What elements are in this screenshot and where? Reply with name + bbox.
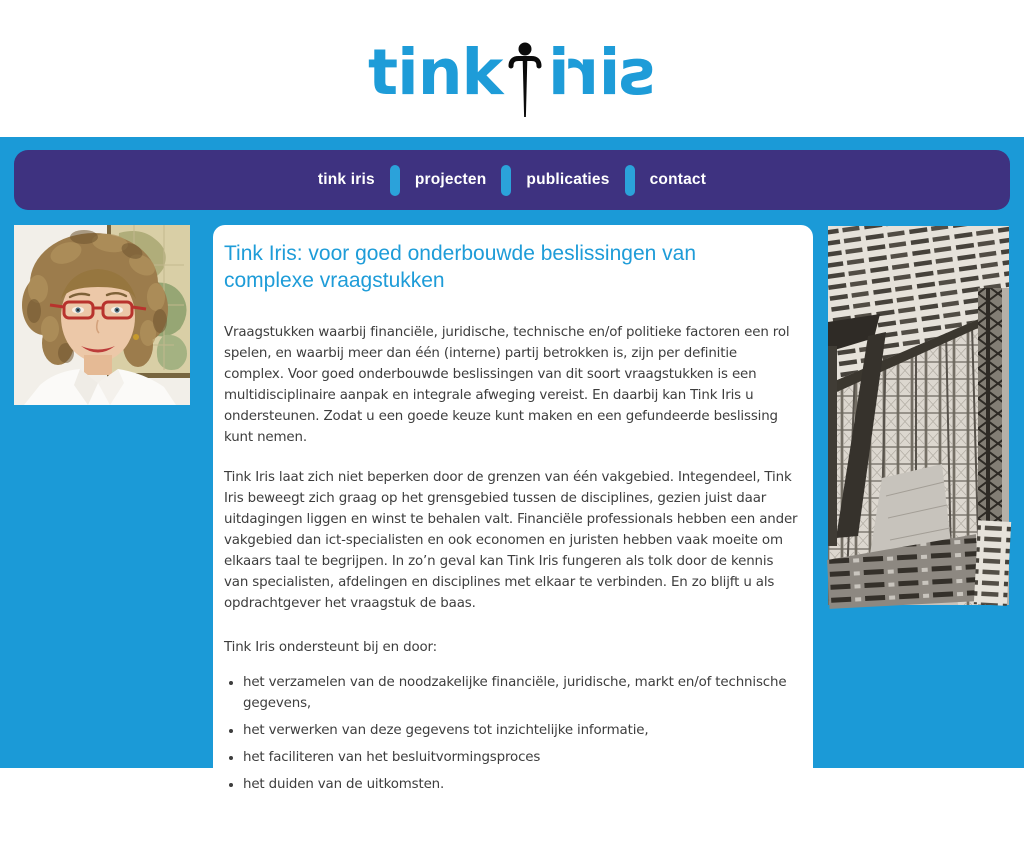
logo-letter-mirrored: r	[568, 36, 599, 109]
nav-separator	[625, 165, 635, 196]
site-header	[0, 0, 1024, 137]
list-item: • het duiden van de uitkomsten.	[243, 774, 800, 795]
list-intro: Tink Iris ondersteunt bij en door:	[224, 640, 438, 655]
support-list	[224, 672, 800, 795]
list-item: • het faciliteren van het besluitvormingsproces	[243, 747, 800, 768]
logo-text-iris	[548, 36, 656, 109]
nav-item-publicaties[interactable]: publicaties	[526, 171, 610, 188]
logo-letter: i	[548, 36, 569, 109]
architecture-atrium-photo	[828, 226, 1009, 605]
logo-letter-mirrored: s	[619, 36, 656, 109]
main-nav	[14, 150, 1010, 210]
nav-separator	[501, 165, 511, 196]
intro-paragraph: Vraagstukken waarbij financiële, juridische, technische en/of politieke factoren een rol spelen, en waarbij meer dan één (interne) partij betrokken is, zijn per definitie complex. Voor goed onderbouwde beslissingen van dit soort vraagstukken is een multidisciplinaire aanpak en integrale afweging vereist. En daarbij kan Tink Iris u ondersteunen. Zodat u een goede keuze kunt maken en een gefundeerde beslissing kunt nemen.	[224, 325, 790, 445]
list-item: • het verwerken van deze gegevens tot inzichtelijke informatie,	[243, 720, 800, 741]
logo-letter: i	[598, 36, 620, 109]
nav-item-projecten[interactable]: projecten	[414, 171, 487, 188]
nav-item-tink-iris[interactable]: tink iris	[317, 171, 375, 188]
content-card	[213, 225, 813, 845]
list-item: • het verzamelen van de noodzakelijke financiële, juridische, markt en/of technische gegevens,	[243, 672, 800, 714]
page-title: Tink Iris: voor goed onderbouwde beslissingen van complexe vraagstukken	[224, 242, 696, 292]
second-paragraph: Tink Iris laat zich niet beperken door de grenzen van één vakgebied. Integendeel, Tink Iris beweegt zich graag op het grensgebied tussen de disciplines, gezien juist daar uitdagingen liggen en winst te behalen valt. Financiële professionals hebben een ander vakgebied dan ict-specialisten en ook economen en juristen hebben vaak moeite om elkaars taal te begrijpen. In zo’n geval kan Tink Iris fungeren als tolk door de kennis van specialisten, afdelingen en disciplines met elkaar te verbinden. En zo blijft u als opdrachtgever het vraagstuk de baas.	[224, 470, 798, 611]
logo-text-tink: tink	[368, 36, 503, 109]
nav-separator	[390, 165, 400, 196]
person-figure-icon	[508, 42, 542, 118]
nav-item-contact[interactable]: contact	[649, 171, 707, 188]
portrait-consultant-photo	[14, 225, 190, 405]
